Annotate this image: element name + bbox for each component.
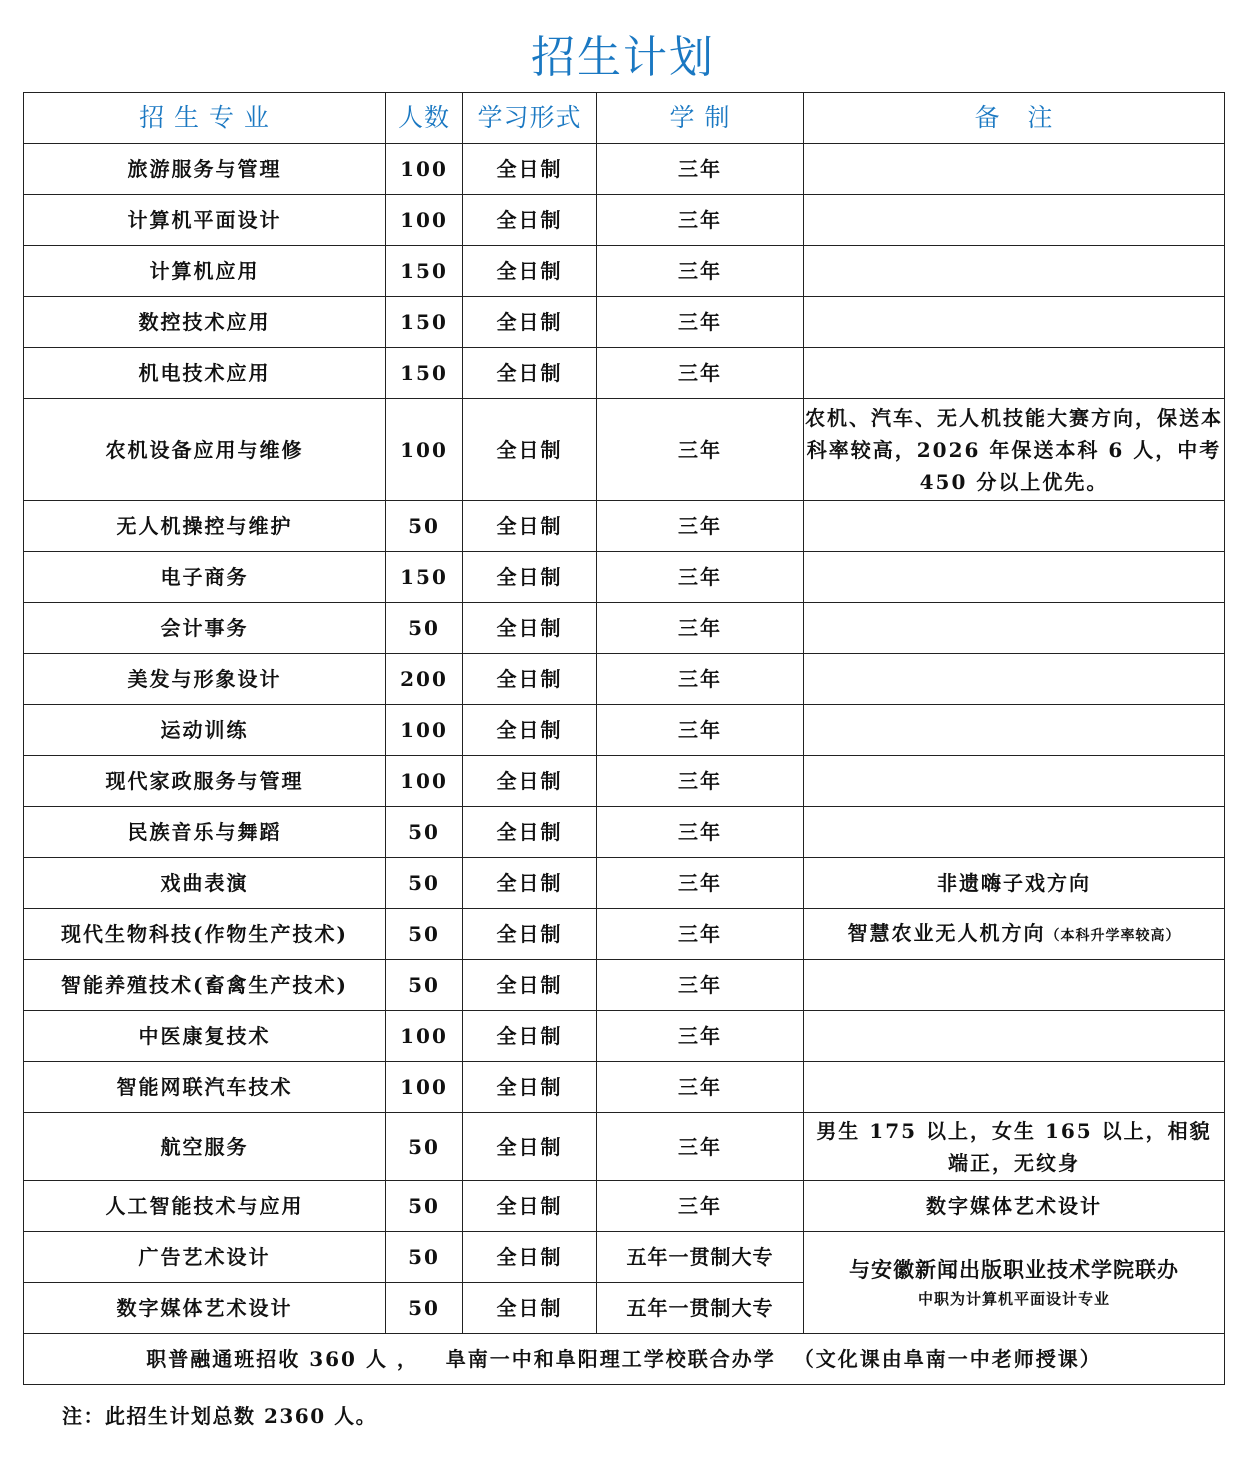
note-cell bbox=[804, 552, 1225, 603]
count-cell: 200 bbox=[386, 654, 463, 705]
count-cell: 150 bbox=[386, 297, 463, 348]
merged-note-cell bbox=[804, 1232, 1225, 1334]
duration-cell: 三年 bbox=[597, 603, 804, 654]
count-cell: 150 bbox=[386, 246, 463, 297]
note-cell bbox=[804, 348, 1225, 399]
duration-cell: 三年 bbox=[597, 399, 804, 501]
major-cell: 中医康复技术 bbox=[24, 1011, 386, 1062]
duration-cell: 三年 bbox=[597, 858, 804, 909]
duration-cell: 三年 bbox=[597, 1181, 804, 1232]
note-cell bbox=[804, 756, 1225, 807]
form-cell: 全日制 bbox=[463, 399, 597, 501]
note-cell bbox=[804, 1011, 1225, 1062]
count-cell: 150 bbox=[386, 348, 463, 399]
note-main: 智慧农业无人机方向 bbox=[847, 920, 1046, 945]
duration-cell: 三年 bbox=[597, 654, 804, 705]
table-row bbox=[24, 909, 1225, 960]
duration-cell: 三年 bbox=[597, 246, 804, 297]
form-cell: 全日制 bbox=[463, 246, 597, 297]
table-row bbox=[24, 756, 1225, 807]
note-cell: 农机、汽车、无人机技能大赛方向，保送本科率较高，2026 年保送本科 6 人，中考 450 分以上优先。 bbox=[804, 399, 1225, 501]
major-cell: 美发与形象设计 bbox=[24, 654, 386, 705]
duration-cell: 三年 bbox=[597, 297, 804, 348]
footer-row bbox=[24, 1334, 1225, 1385]
form-cell: 全日制 bbox=[463, 654, 597, 705]
duration-cell: 三年 bbox=[597, 1113, 804, 1181]
header-major: 招 生 专 业 bbox=[24, 93, 386, 144]
table-row bbox=[24, 501, 1225, 552]
major-cell: 民族音乐与舞蹈 bbox=[24, 807, 386, 858]
header-form: 学习形式 bbox=[463, 93, 597, 144]
note-cell bbox=[804, 144, 1225, 195]
note-cell bbox=[804, 246, 1225, 297]
form-cell: 全日制 bbox=[463, 1062, 597, 1113]
major-cell: 电子商务 bbox=[24, 552, 386, 603]
note-cell bbox=[804, 501, 1225, 552]
count-cell: 50 bbox=[386, 1113, 463, 1181]
major-cell: 智能网联汽车技术 bbox=[24, 1062, 386, 1113]
count-cell: 50 bbox=[386, 1232, 463, 1283]
count-cell: 100 bbox=[386, 1011, 463, 1062]
table-row bbox=[24, 348, 1225, 399]
major-cell: 现代家政服务与管理 bbox=[24, 756, 386, 807]
duration-cell: 三年 bbox=[597, 501, 804, 552]
form-cell: 全日制 bbox=[463, 144, 597, 195]
duration-cell: 三年 bbox=[597, 705, 804, 756]
major-cell: 机电技术应用 bbox=[24, 348, 386, 399]
count-cell: 100 bbox=[386, 756, 463, 807]
count-cell: 100 bbox=[386, 195, 463, 246]
count-cell: 50 bbox=[386, 501, 463, 552]
form-cell: 全日制 bbox=[463, 1232, 597, 1283]
count-cell: 100 bbox=[386, 705, 463, 756]
duration-cell: 五年一贯制大专 bbox=[597, 1232, 804, 1283]
form-cell: 全日制 bbox=[463, 603, 597, 654]
major-cell: 智能养殖技术(畜禽生产技术) bbox=[24, 960, 386, 1011]
note-cell bbox=[804, 960, 1225, 1011]
form-cell: 全日制 bbox=[463, 348, 597, 399]
form-cell: 全日制 bbox=[463, 1113, 597, 1181]
table-row bbox=[24, 807, 1225, 858]
duration-cell: 五年一贯制大专 bbox=[597, 1283, 804, 1334]
form-cell: 全日制 bbox=[463, 1011, 597, 1062]
major-cell: 旅游服务与管理 bbox=[24, 144, 386, 195]
note-cell bbox=[804, 909, 1225, 960]
note-cell bbox=[804, 297, 1225, 348]
count-cell: 100 bbox=[386, 1062, 463, 1113]
major-cell: 现代生物科技(作物生产技术) bbox=[24, 909, 386, 960]
count-cell: 50 bbox=[386, 960, 463, 1011]
table-row bbox=[24, 1232, 1225, 1283]
merged-note-line1: 与安徽新闻出版职业技术学院联办 bbox=[849, 1256, 1179, 1282]
header-note: 备 注 bbox=[804, 93, 1225, 144]
major-cell: 航空服务 bbox=[24, 1113, 386, 1181]
major-cell: 农机设备应用与维修 bbox=[24, 399, 386, 501]
table-row bbox=[24, 144, 1225, 195]
count-cell: 50 bbox=[386, 807, 463, 858]
major-cell: 计算机平面设计 bbox=[24, 195, 386, 246]
note-cell bbox=[804, 1062, 1225, 1113]
duration-cell: 三年 bbox=[597, 807, 804, 858]
footnote: 注：此招生计划总数 2360 人。 bbox=[62, 1404, 378, 1428]
duration-cell: 三年 bbox=[597, 1062, 804, 1113]
table-row bbox=[24, 552, 1225, 603]
major-cell: 人工智能技术与应用 bbox=[24, 1181, 386, 1232]
major-cell: 数字媒体艺术设计 bbox=[24, 1283, 386, 1334]
form-cell: 全日制 bbox=[463, 1181, 597, 1232]
table-row bbox=[24, 246, 1225, 297]
duration-cell: 三年 bbox=[597, 1011, 804, 1062]
count-cell: 150 bbox=[386, 552, 463, 603]
note-cell bbox=[804, 195, 1225, 246]
major-cell: 戏曲表演 bbox=[24, 858, 386, 909]
merged-note-line2: 中职为计算机平面设计专业 bbox=[917, 1289, 1110, 1308]
note-small: （本科升学率较高） bbox=[1045, 927, 1181, 944]
table-header-row bbox=[24, 93, 1225, 144]
form-cell: 全日制 bbox=[463, 501, 597, 552]
table-row bbox=[24, 960, 1225, 1011]
table-row bbox=[24, 399, 1225, 501]
duration-cell: 三年 bbox=[597, 195, 804, 246]
count-cell: 50 bbox=[386, 909, 463, 960]
form-cell: 全日制 bbox=[463, 552, 597, 603]
note-cell bbox=[804, 807, 1225, 858]
table-row bbox=[24, 1062, 1225, 1113]
table-row bbox=[24, 1181, 1225, 1232]
duration-cell: 三年 bbox=[597, 960, 804, 1011]
table-row bbox=[24, 297, 1225, 348]
count-cell: 100 bbox=[386, 144, 463, 195]
note-cell: 男生 175 以上，女生 165 以上，相貌端正，无纹身 bbox=[804, 1113, 1225, 1181]
form-cell: 全日制 bbox=[463, 807, 597, 858]
form-cell: 全日制 bbox=[463, 297, 597, 348]
duration-cell: 三年 bbox=[597, 348, 804, 399]
duration-cell: 三年 bbox=[597, 144, 804, 195]
footer-row-text: 职普融通班招收 360 人 ， 阜南一中和阜阳理工学校联合办学 （文化课由阜南一中老师授课） bbox=[24, 1334, 1225, 1385]
form-cell: 全日制 bbox=[463, 960, 597, 1011]
note-cell: 数字媒体艺术设计 bbox=[804, 1181, 1225, 1232]
form-cell: 全日制 bbox=[463, 858, 597, 909]
note-cell: 非遗嗨子戏方向 bbox=[804, 858, 1225, 909]
header-duration: 学 制 bbox=[597, 93, 804, 144]
table-row bbox=[24, 858, 1225, 909]
table-row bbox=[24, 705, 1225, 756]
form-cell: 全日制 bbox=[463, 756, 597, 807]
count-cell: 50 bbox=[386, 603, 463, 654]
table-row bbox=[24, 1113, 1225, 1181]
note-cell bbox=[804, 705, 1225, 756]
duration-cell: 三年 bbox=[597, 756, 804, 807]
table-row bbox=[24, 195, 1225, 246]
form-cell: 全日制 bbox=[463, 1283, 597, 1334]
note-cell bbox=[804, 603, 1225, 654]
note-cell bbox=[804, 654, 1225, 705]
major-cell: 数控技术应用 bbox=[24, 297, 386, 348]
count-cell: 50 bbox=[386, 1181, 463, 1232]
form-cell: 全日制 bbox=[463, 195, 597, 246]
table-row bbox=[24, 654, 1225, 705]
enrollment-table bbox=[23, 92, 1225, 1385]
major-cell: 无人机操控与维护 bbox=[24, 501, 386, 552]
count-cell: 50 bbox=[386, 858, 463, 909]
form-cell: 全日制 bbox=[463, 705, 597, 756]
count-cell: 50 bbox=[386, 1283, 463, 1334]
count-cell: 100 bbox=[386, 399, 463, 501]
major-cell: 广告艺术设计 bbox=[24, 1232, 386, 1283]
header-count: 人数 bbox=[386, 93, 463, 144]
major-cell: 会计事务 bbox=[24, 603, 386, 654]
major-cell: 运动训练 bbox=[24, 705, 386, 756]
page-title: 招生计划 bbox=[531, 32, 715, 83]
table-row bbox=[24, 1011, 1225, 1062]
table-row bbox=[24, 603, 1225, 654]
major-cell: 计算机应用 bbox=[24, 246, 386, 297]
form-cell: 全日制 bbox=[463, 909, 597, 960]
duration-cell: 三年 bbox=[597, 909, 804, 960]
duration-cell: 三年 bbox=[597, 552, 804, 603]
